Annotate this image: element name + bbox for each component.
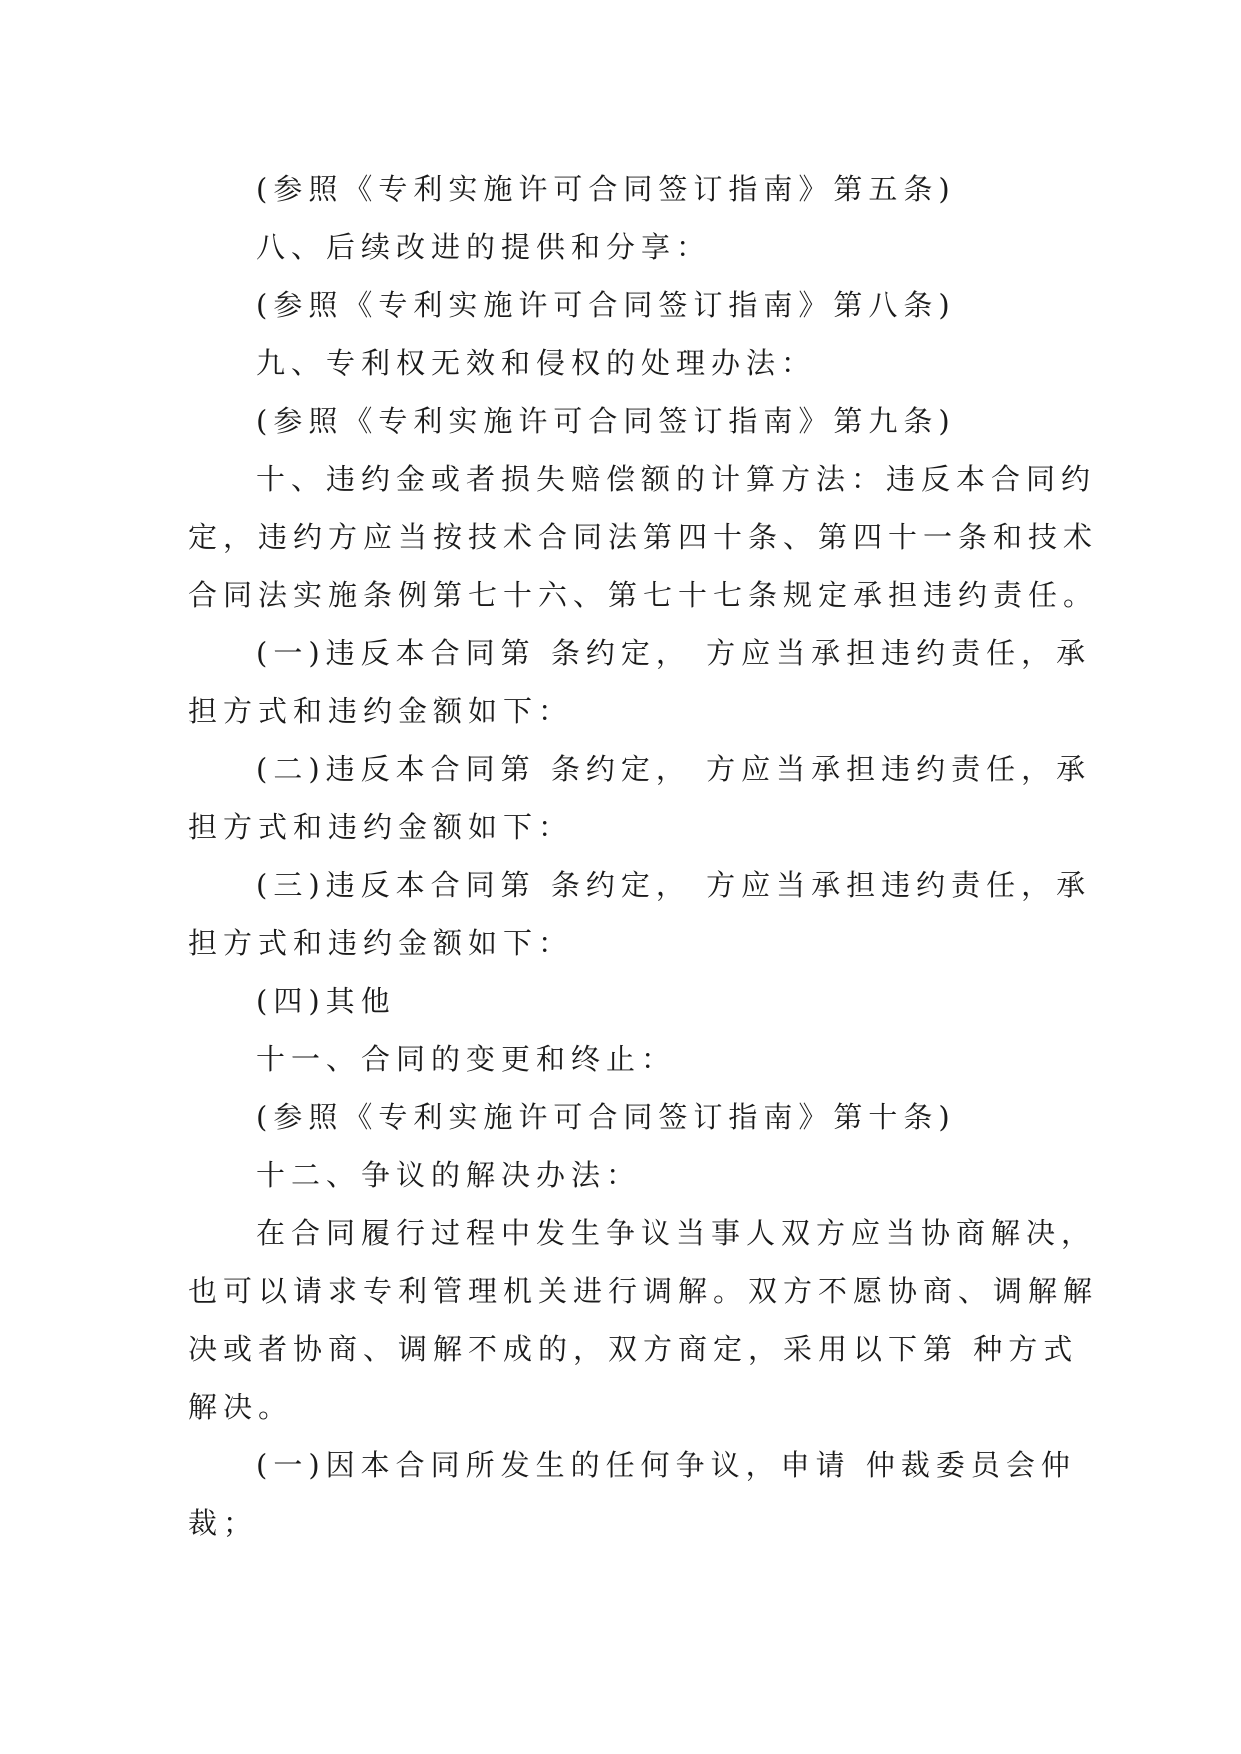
section-heading: 八、后续改进的提供和分享： bbox=[256, 230, 712, 264]
text-line: (参照《专利实施许可合同签订指南》第八条) bbox=[256, 288, 956, 322]
text-line: (参照《专利实施许可合同签订指南》第十条) bbox=[256, 1100, 956, 1134]
section-heading: 九、专利权无效和侵权的处理办法： bbox=[256, 346, 817, 380]
section-heading: 十二、争议的解决办法： bbox=[256, 1158, 642, 1192]
list-item: (二)违反本合同第 条约定， 方应当承担违约责任，承 bbox=[256, 752, 1092, 786]
text-line: 担方式和违约金额如下： bbox=[188, 926, 574, 960]
section-heading: 十、违约金或者损失赔偿额的计算方法：违反本合同约 bbox=[256, 462, 1097, 496]
list-item: (一)违反本合同第 条约定， 方应当承担违约责任，承 bbox=[256, 636, 1092, 670]
document-body bbox=[188, 160, 1099, 1552]
text-line: (参照《专利实施许可合同签订指南》第九条) bbox=[256, 404, 956, 438]
text-line: 担方式和违约金额如下： bbox=[188, 810, 574, 844]
text-line: 在合同履行过程中发生争议当事人双方应当协商解决， bbox=[256, 1216, 1097, 1250]
text-line: (参照《专利实施许可合同签订指南》第五条) bbox=[256, 172, 956, 206]
text-line: 也可以请求专利管理机关进行调解。双方不愿协商、调解解 bbox=[188, 1274, 1099, 1308]
section-heading: 十一、合同的变更和终止： bbox=[256, 1042, 677, 1076]
text-line: 解决。 bbox=[188, 1390, 294, 1424]
list-item: (四)其他 bbox=[256, 984, 396, 1018]
text-line: 合同法实施条例第七十六、第七十七条规定承担违约责任。 bbox=[188, 578, 1099, 612]
text-line: 决或者协商、调解不成的，双方商定，采用以下第 种方式 bbox=[188, 1332, 1079, 1366]
list-item: (一)因本合同所发生的任何争议，申请 仲裁委员会仲 bbox=[256, 1448, 1076, 1482]
text-line: 定，违约方应当按技术合同法第四十条、第四十一条和技术 bbox=[188, 520, 1099, 554]
text-line: 裁； bbox=[188, 1506, 259, 1540]
list-item: (三)违反本合同第 条约定， 方应当承担违约责任，承 bbox=[256, 868, 1092, 902]
text-line: 担方式和违约金额如下： bbox=[188, 694, 574, 728]
